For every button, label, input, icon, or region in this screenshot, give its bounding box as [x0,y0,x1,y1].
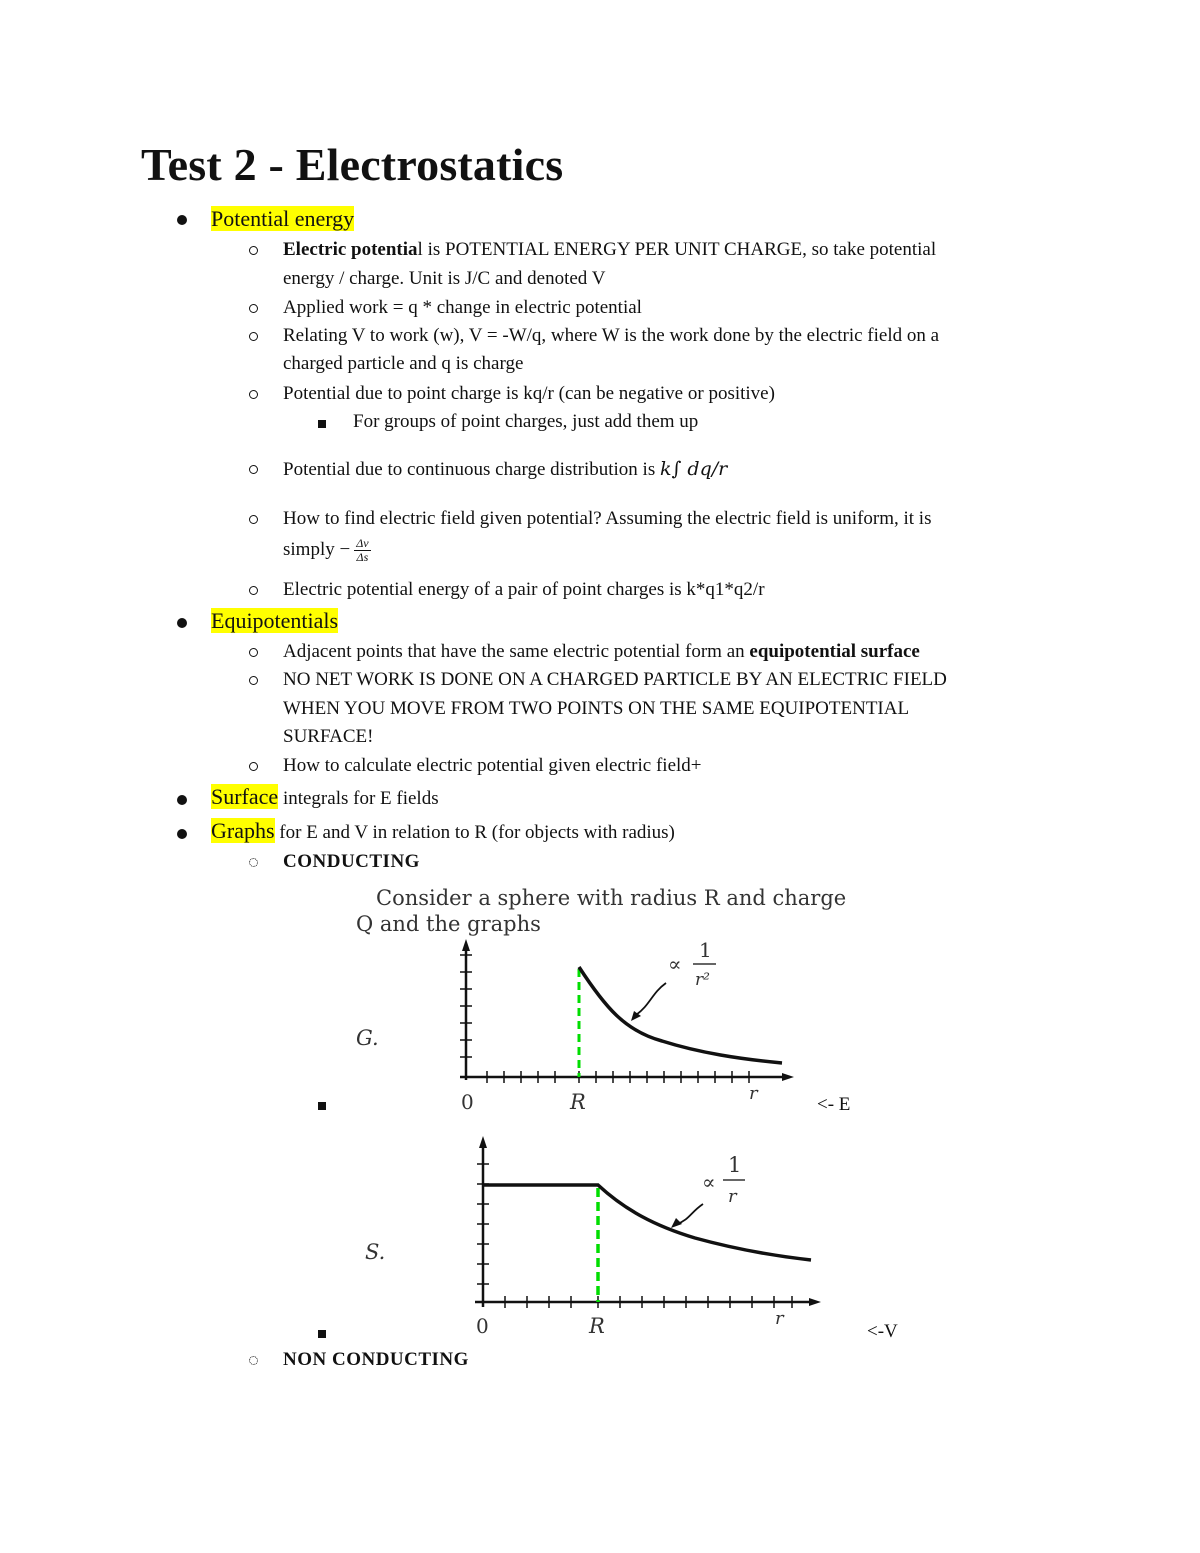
page-title: Test 2 - Electrostatics [141,139,564,190]
list-item: NO NET WORK IS DONE ON A CHARGED PARTICLE BY AN ELECTRIC FIELD [283,669,947,690]
square-bullet-icon [318,1330,326,1338]
fraction: $\frac{\Delta v}{\Delta s}$ [356,536,369,565]
x-axis-arrow-icon [809,1298,821,1306]
heading-graphs: Graphs for E and V in relation to R (for objects with radius) [211,818,675,843]
graph-v-potential [455,1132,835,1347]
y-axis-arrow-icon [479,1136,487,1148]
sub-bullet-icon [249,586,258,595]
square-bullet-icon [318,1102,326,1110]
list-item: How to calculate electric potential given electric field+ [283,755,702,776]
v-potential-curve [483,1185,811,1260]
sub-bullet-icon [249,1356,258,1365]
list-item-non-conducting: NON CONDUCTING [283,1349,469,1370]
fraction-denominator: r [728,1186,737,1207]
axis-R-label: R [570,1090,586,1114]
annotation-arrow [677,1204,703,1224]
graph-e-field [440,935,820,1125]
graph2-label: S. [365,1240,386,1264]
list-item-cont: simply − $\frac{\Delta v}{\Delta s}$ [283,536,369,565]
axis-r-label: r [775,1308,784,1329]
square-bullet-icon [318,420,326,428]
list-item: Potential due to point charge is kq/r (can be negative or positive) [283,383,775,404]
fraction-denominator: r² [695,970,710,990]
sub-bullet-icon [249,465,258,474]
heading-surface: Surface integrals for E fields [211,784,439,809]
list-item-cont: SURFACE! [283,726,374,747]
list-subitem: For groups of point charges, just add them up [353,411,699,432]
list-item: Applied work = q * change in electric potential [283,297,642,318]
bullet-icon [177,795,187,805]
axis-r-label: r [749,1083,758,1104]
sub-bullet-icon [249,246,258,255]
sub-bullet-icon [249,304,258,313]
heading-potential-energy: Potential energy [211,206,355,231]
annotation-arrowhead-icon [671,1218,682,1228]
fraction-numerator: 1 [699,938,712,962]
sub-bullet-icon [249,390,258,399]
sub-bullet-icon [249,332,258,341]
fraction-numerator: 1 [728,1153,742,1177]
sub-bullet-icon [249,676,258,685]
note-v: <-V [867,1321,898,1342]
list-item: Electric potential is POTENTIAL ENERGY PER UNIT CHARGE, so take potential [283,239,937,260]
graph1-label: G. [356,1026,379,1050]
list-item: Electric potential energy of a pair of point charges is k*q1*q2/r [283,579,765,600]
e-field-curve [579,967,782,1063]
list-item-cont: WHEN YOU MOVE FROM TWO POINTS ON THE SAME EQUIPOTENTIAL [283,698,910,719]
axis-zero-label: 0 [461,1090,474,1114]
figure-caption-2: Q and the graphs [356,912,541,936]
list-item: Relating V to work (w), V = -W/q, where W is the work done by the electric field on a [283,325,940,346]
list-item-conducting: CONDUCTING [283,851,420,872]
axis-R-label: R [589,1314,605,1338]
list-item-cont: energy / charge. Unit is J/C and denoted V [283,268,606,289]
x-axis-arrow-icon [782,1073,794,1081]
axis-zero-label: 0 [476,1314,489,1338]
sub-bullet-icon [249,648,258,657]
list-item-cont: charged particle and q is charge [283,353,524,374]
sub-bullet-icon [249,858,258,867]
note-e: <- E [817,1094,851,1115]
list-item: Adjacent points that have the same electric potential form an equipotential surface [283,641,920,662]
figure-caption: Consider a sphere with radius R and charge [376,886,847,910]
list-item: Potential due to continuous charge distribution is k∫ dq/r [283,458,728,480]
bullet-icon [177,215,187,225]
sub-bullet-icon [249,515,258,524]
list-item: How to find electric field given potential? Assuming the electric field is uniform, it is [283,508,932,529]
y-axis-arrow-icon [462,939,470,951]
proportional-symbol: ∝ [668,952,682,976]
sub-bullet-icon [249,762,258,771]
bullet-icon [177,618,187,628]
bullet-icon [177,829,187,839]
heading-equipotentials: Equipotentials [211,608,339,633]
annotation-arrow [636,983,666,1015]
proportional-symbol: ∝ [702,1170,716,1194]
